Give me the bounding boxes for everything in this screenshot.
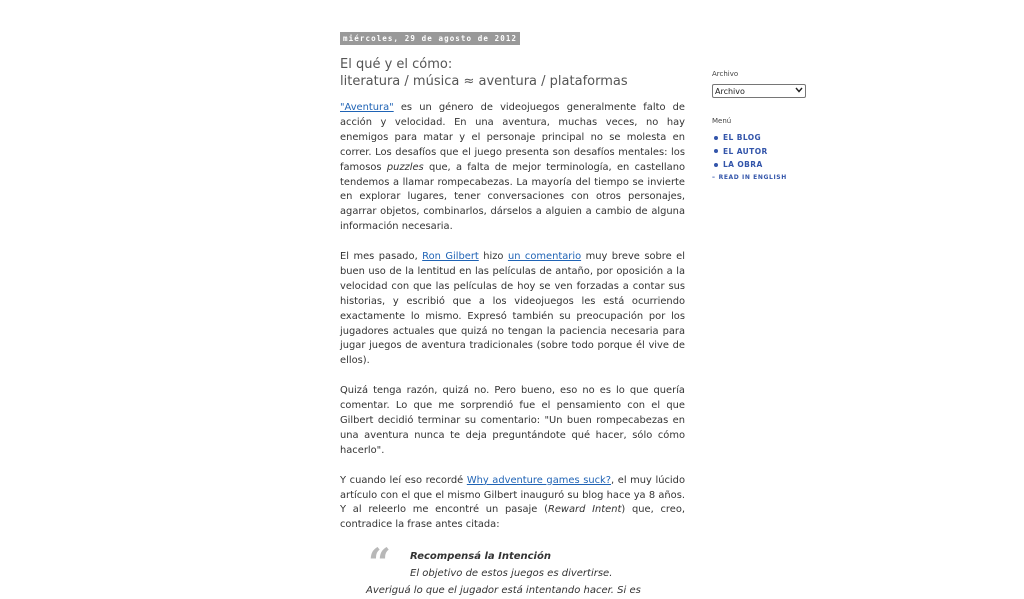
menu-item-el-autor[interactable] bbox=[712, 145, 822, 159]
dash-prefix: – bbox=[712, 173, 716, 181]
paragraph-4-text-2: , el muy lúcido artículo con el que el mismo Gilbert inauguró su blog hace ya 8 años. Y al releerlo me encontré un pasaje ( bbox=[340, 474, 685, 516]
archive-dropdown[interactable] bbox=[712, 84, 806, 98]
read-in-english-link[interactable] bbox=[712, 172, 822, 184]
paragraph-2-text: El mes pasado, bbox=[340, 251, 423, 263]
post-title bbox=[340, 56, 685, 90]
menu-item-label: EL BLOG bbox=[723, 133, 762, 142]
archive-dropdown-value: Archivo bbox=[715, 86, 745, 96]
menu-widget-title: Menú bbox=[712, 117, 732, 125]
why-adventure-games-suck-link[interactable]: Why adventure games suck? bbox=[466, 474, 611, 486]
ron-gilbert-link[interactable]: Ron Gilbert bbox=[422, 251, 479, 263]
bullet-icon bbox=[714, 163, 718, 167]
menu-item-la-obra[interactable] bbox=[712, 158, 822, 172]
blockquote bbox=[340, 540, 685, 599]
quote-title: Recompensá la Intención bbox=[410, 551, 551, 563]
paragraph-4 bbox=[340, 474, 685, 534]
bullet-icon bbox=[714, 149, 718, 153]
post-column bbox=[340, 26, 685, 599]
menu-item-label: EL AUTOR bbox=[723, 146, 768, 156]
quote-mark-icon: “ bbox=[368, 540, 392, 588]
menu-item-el-blog[interactable] bbox=[712, 131, 822, 145]
chevron-down-icon bbox=[795, 87, 803, 95]
archive-widget bbox=[712, 70, 822, 98]
menu-item-label: LA OBRA bbox=[723, 160, 763, 169]
sidebar bbox=[712, 70, 822, 184]
post-title-line-1: El qué y el cómo: bbox=[340, 57, 453, 72]
paragraph-2 bbox=[340, 250, 685, 369]
paragraph-3: Quizá tenga razón, quizá no. Pero bueno, eso no es lo que quería comentar. Lo que me sorprendió fue el pensamiento con el que Gilbert decidió terminar su comentario: "Un buen rompecabezas en una aventura nunca te deja preguntándote qué hacer, sólo cómo hacerlo". bbox=[340, 385, 685, 456]
comentario-link[interactable]: un comentario bbox=[507, 251, 582, 263]
paragraph-1 bbox=[340, 101, 685, 235]
paragraph-1-text-2: que, a falta de mejor terminología, en castellano tendemos a llamar rompecabezas. La mayoría del tiempo se invierte en explorar lugares, tener conversaciones con otros personajes, agarrar objetos, combinarlos, dárselos a alguien a cambio de alguna información necesaria. bbox=[340, 161, 685, 233]
paragraph-4-text: Y cuando leí eso recordé bbox=[340, 474, 467, 486]
menu-list bbox=[712, 131, 822, 184]
quote-line-1: El objetivo de estos juegos es divertirse. bbox=[410, 568, 613, 580]
paragraph-1-text: es un género de videojuegos generalmente falto de acción y velocidad. En una aventura, muchas veces, no hay enemigos para matar y el personaje principal no se molesta en correr. Los desafíos que el juego presenta son desafíos mentales: los famosos bbox=[340, 102, 685, 173]
paragraph-2-text-3: muy breve sobre el buen uso de la lentitud en las películas de antaño, por oposición a la velocidad con que las películas de hoy se ven forzadas a contar sus historias, y escribió que a los videojuegos les está ocurriendo exactamente lo mismo. Expresó también su preocupación por los jugadores actuales que quizá no tengan la paciencia necesaria para jugar juegos de aventura tradicionales (sobre todo porque él vive de ellos). bbox=[340, 251, 685, 367]
paragraph-1-emphasis: puzzles bbox=[386, 161, 424, 173]
aventura-link[interactable]: "Aventura" bbox=[340, 102, 394, 113]
archive-widget-title: Archivo bbox=[712, 70, 739, 78]
post-title-line-2: literatura / música ≈ aventura / plataformas bbox=[340, 74, 628, 89]
post-body bbox=[340, 101, 685, 599]
paragraph-4-text-3: ) que, creo, contradice la frase antes citada: bbox=[340, 504, 685, 531]
quote-line-2: Averiguá lo que el jugador está intentando hacer. Si es bbox=[366, 585, 641, 597]
menu-widget bbox=[712, 117, 822, 184]
read-in-english-label: READ IN ENGLISH bbox=[718, 173, 787, 181]
post-date: miércoles, 29 de agosto de 2012 bbox=[340, 32, 520, 45]
paragraph-4-emphasis: Reward Intent bbox=[547, 504, 622, 516]
bullet-icon bbox=[714, 136, 718, 140]
paragraph-2-text-2: hizo bbox=[478, 251, 508, 263]
